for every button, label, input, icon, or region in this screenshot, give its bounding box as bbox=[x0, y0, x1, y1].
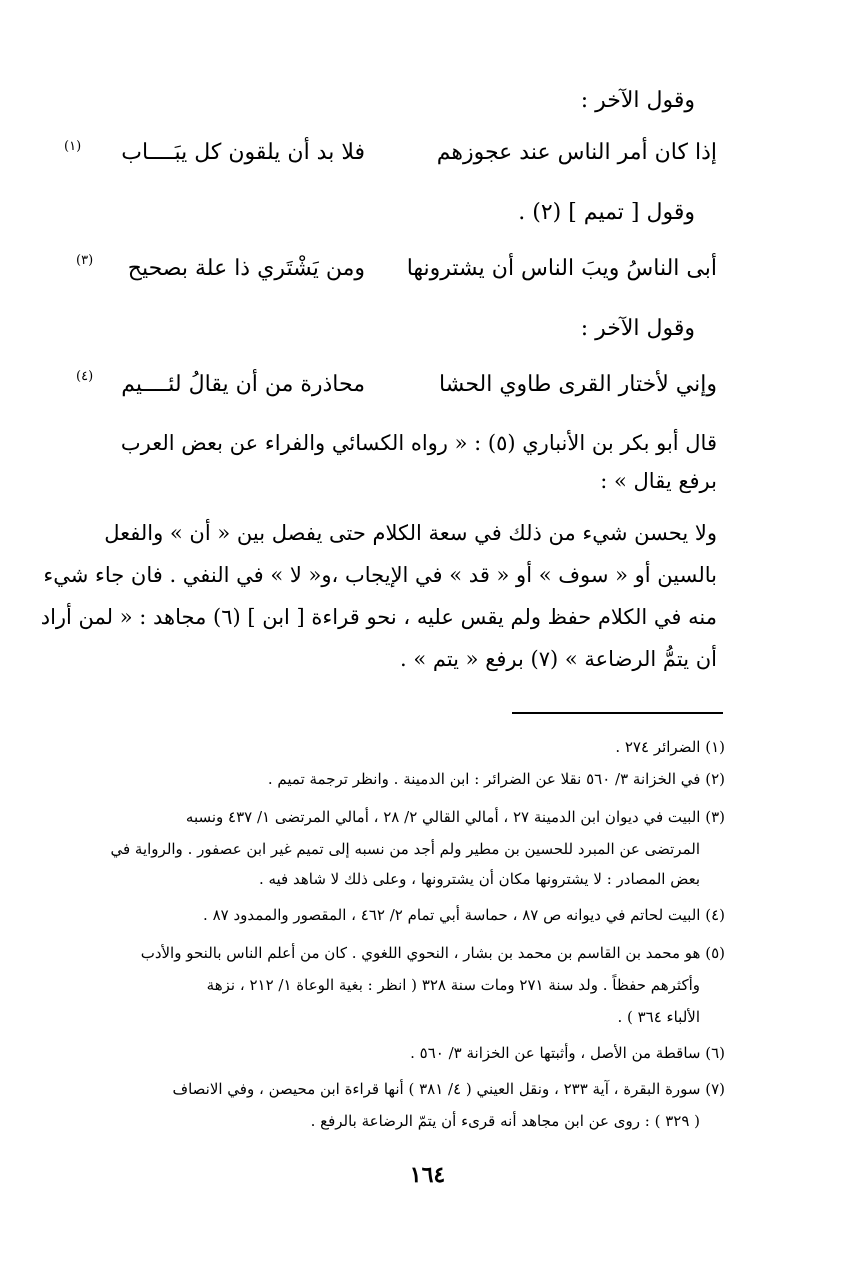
footnote-1: (١) الضرائر ٢٧٤ . bbox=[615, 738, 725, 756]
footnote-5-line-2: وأكثرهم حفظاً . ولد سنة ٢٧١ ومات سنة ٣٢٨ ( انظر : بغية الوعاة ١/ ٢١٢ ، نزهة bbox=[206, 976, 700, 994]
paragraph-1-line-2: برفع يقال » : bbox=[600, 469, 717, 493]
footnote-6: (٦) ساقطة من الأصل ، وأثبتها عن الخزانة ٣/ ٥٦٠ . bbox=[410, 1044, 725, 1062]
verse-2-second-hemistich: ومن يَشْتَري ذا علة بصحيح bbox=[127, 256, 365, 281]
verse-1-footnote-marker: (١) bbox=[64, 139, 82, 154]
verse-2-footnote-marker: (٣) bbox=[76, 253, 94, 268]
verse-3-footnote-marker: (٤) bbox=[76, 369, 94, 384]
intro-line-2: وقول [ تميم ] (٢) . bbox=[518, 200, 695, 225]
verse-1-second-hemistich: فلا بد أن يلقون كل يبَــــاب bbox=[121, 140, 365, 165]
footnote-3-line-3: بعض المصادر : لا يشترونها مكان أن يشترونها ، وعلى ذلك لا شاهد فيه . bbox=[258, 870, 700, 888]
verse-1-first-hemistich: إذا كان أمر الناس عند عجوزهم bbox=[436, 140, 717, 165]
intro-line-3: وقول الآخر : bbox=[580, 316, 695, 341]
footnote-7-line-1: (٧) سورة البقرة ، آية ٢٣٣ ، ونقل العيني ( ٤/ ٣٨١ ) أنها قراءة ابن محيصن ، وفي الانصاف bbox=[172, 1080, 725, 1098]
verse-3-second-hemistich: محاذرة من أن يقالُ لئــــيم bbox=[121, 372, 365, 397]
paragraph-1-line-1: قال أبو بكر بن الأنباري (٥) : « رواه الكسائي والفراء عن بعض العرب bbox=[120, 431, 717, 455]
footnote-5-line-3: الألباء ٣٦٤ ) . bbox=[617, 1008, 700, 1026]
paragraph-2-line-4: أن يتمُّ الرضاعة » (٧) برفع « يتم » . bbox=[399, 647, 717, 671]
intro-line-1: وقول الآخر : bbox=[580, 88, 695, 113]
footnote-2: (٢) في الخزانة ٣/ ٥٦٠ نقلا عن الضرائر : ابن الدمينة . وانظر ترجمة تميم . bbox=[267, 770, 725, 788]
paragraph-2-line-1: ولا يحسن شيء من ذلك في سعة الكلام حتى يفصل بين « أن » والفعل bbox=[104, 521, 717, 545]
footnote-separator bbox=[512, 712, 723, 714]
footnote-3-line-2: المرتضى عن المبرد للحسين بن مطير ولم أجد من نسبه إلى تميم غير ابن عصفور . والرواية في bbox=[110, 840, 700, 858]
page-number: ١٦٤ bbox=[409, 1162, 446, 1188]
footnote-4: (٤) البيت لحاتم في ديوانه ص ٨٧ ، حماسة أبي تمام ٢/ ٤٦٢ ، المقصور والممدود ٨٧ . bbox=[203, 906, 725, 924]
verse-2-first-hemistich: أبى الناسُ ويبَ الناس أن يشترونها bbox=[406, 256, 717, 281]
paragraph-2-line-3: منه في الكلام حفظ ولم يقس عليه ، نحو قراءة [ ابن ] (٦) مجاهد : « لمن أراد bbox=[40, 605, 717, 629]
footnote-5-line-1: (٥) هو محمد بن القاسم بن محمد بن بشار ، النحوي اللغوي . كان من أعلم الناس بالنحو والأدب bbox=[140, 944, 725, 962]
footnote-3-line-1: (٣) البيت في ديوان ابن الدمينة ٢٧ ، أمالي القالي ٢/ ٢٨ ، أمالي المرتضى ١/ ٤٣٧ ونسبه bbox=[185, 808, 725, 826]
verse-3-first-hemistich: وإني لأختار القرى طاوي الحشا bbox=[439, 372, 717, 397]
paragraph-2-line-2: بالسين أو « سوف » أو « قد » في الإيجاب ،و« لا » في النفي . فان جاء شيء bbox=[43, 563, 717, 587]
footnote-7-line-2: ( ٣٢٩ ) : روى عن ابن مجاهد أنه قرىء أن يتمّ الرضاعة بالرفع . bbox=[310, 1112, 700, 1130]
